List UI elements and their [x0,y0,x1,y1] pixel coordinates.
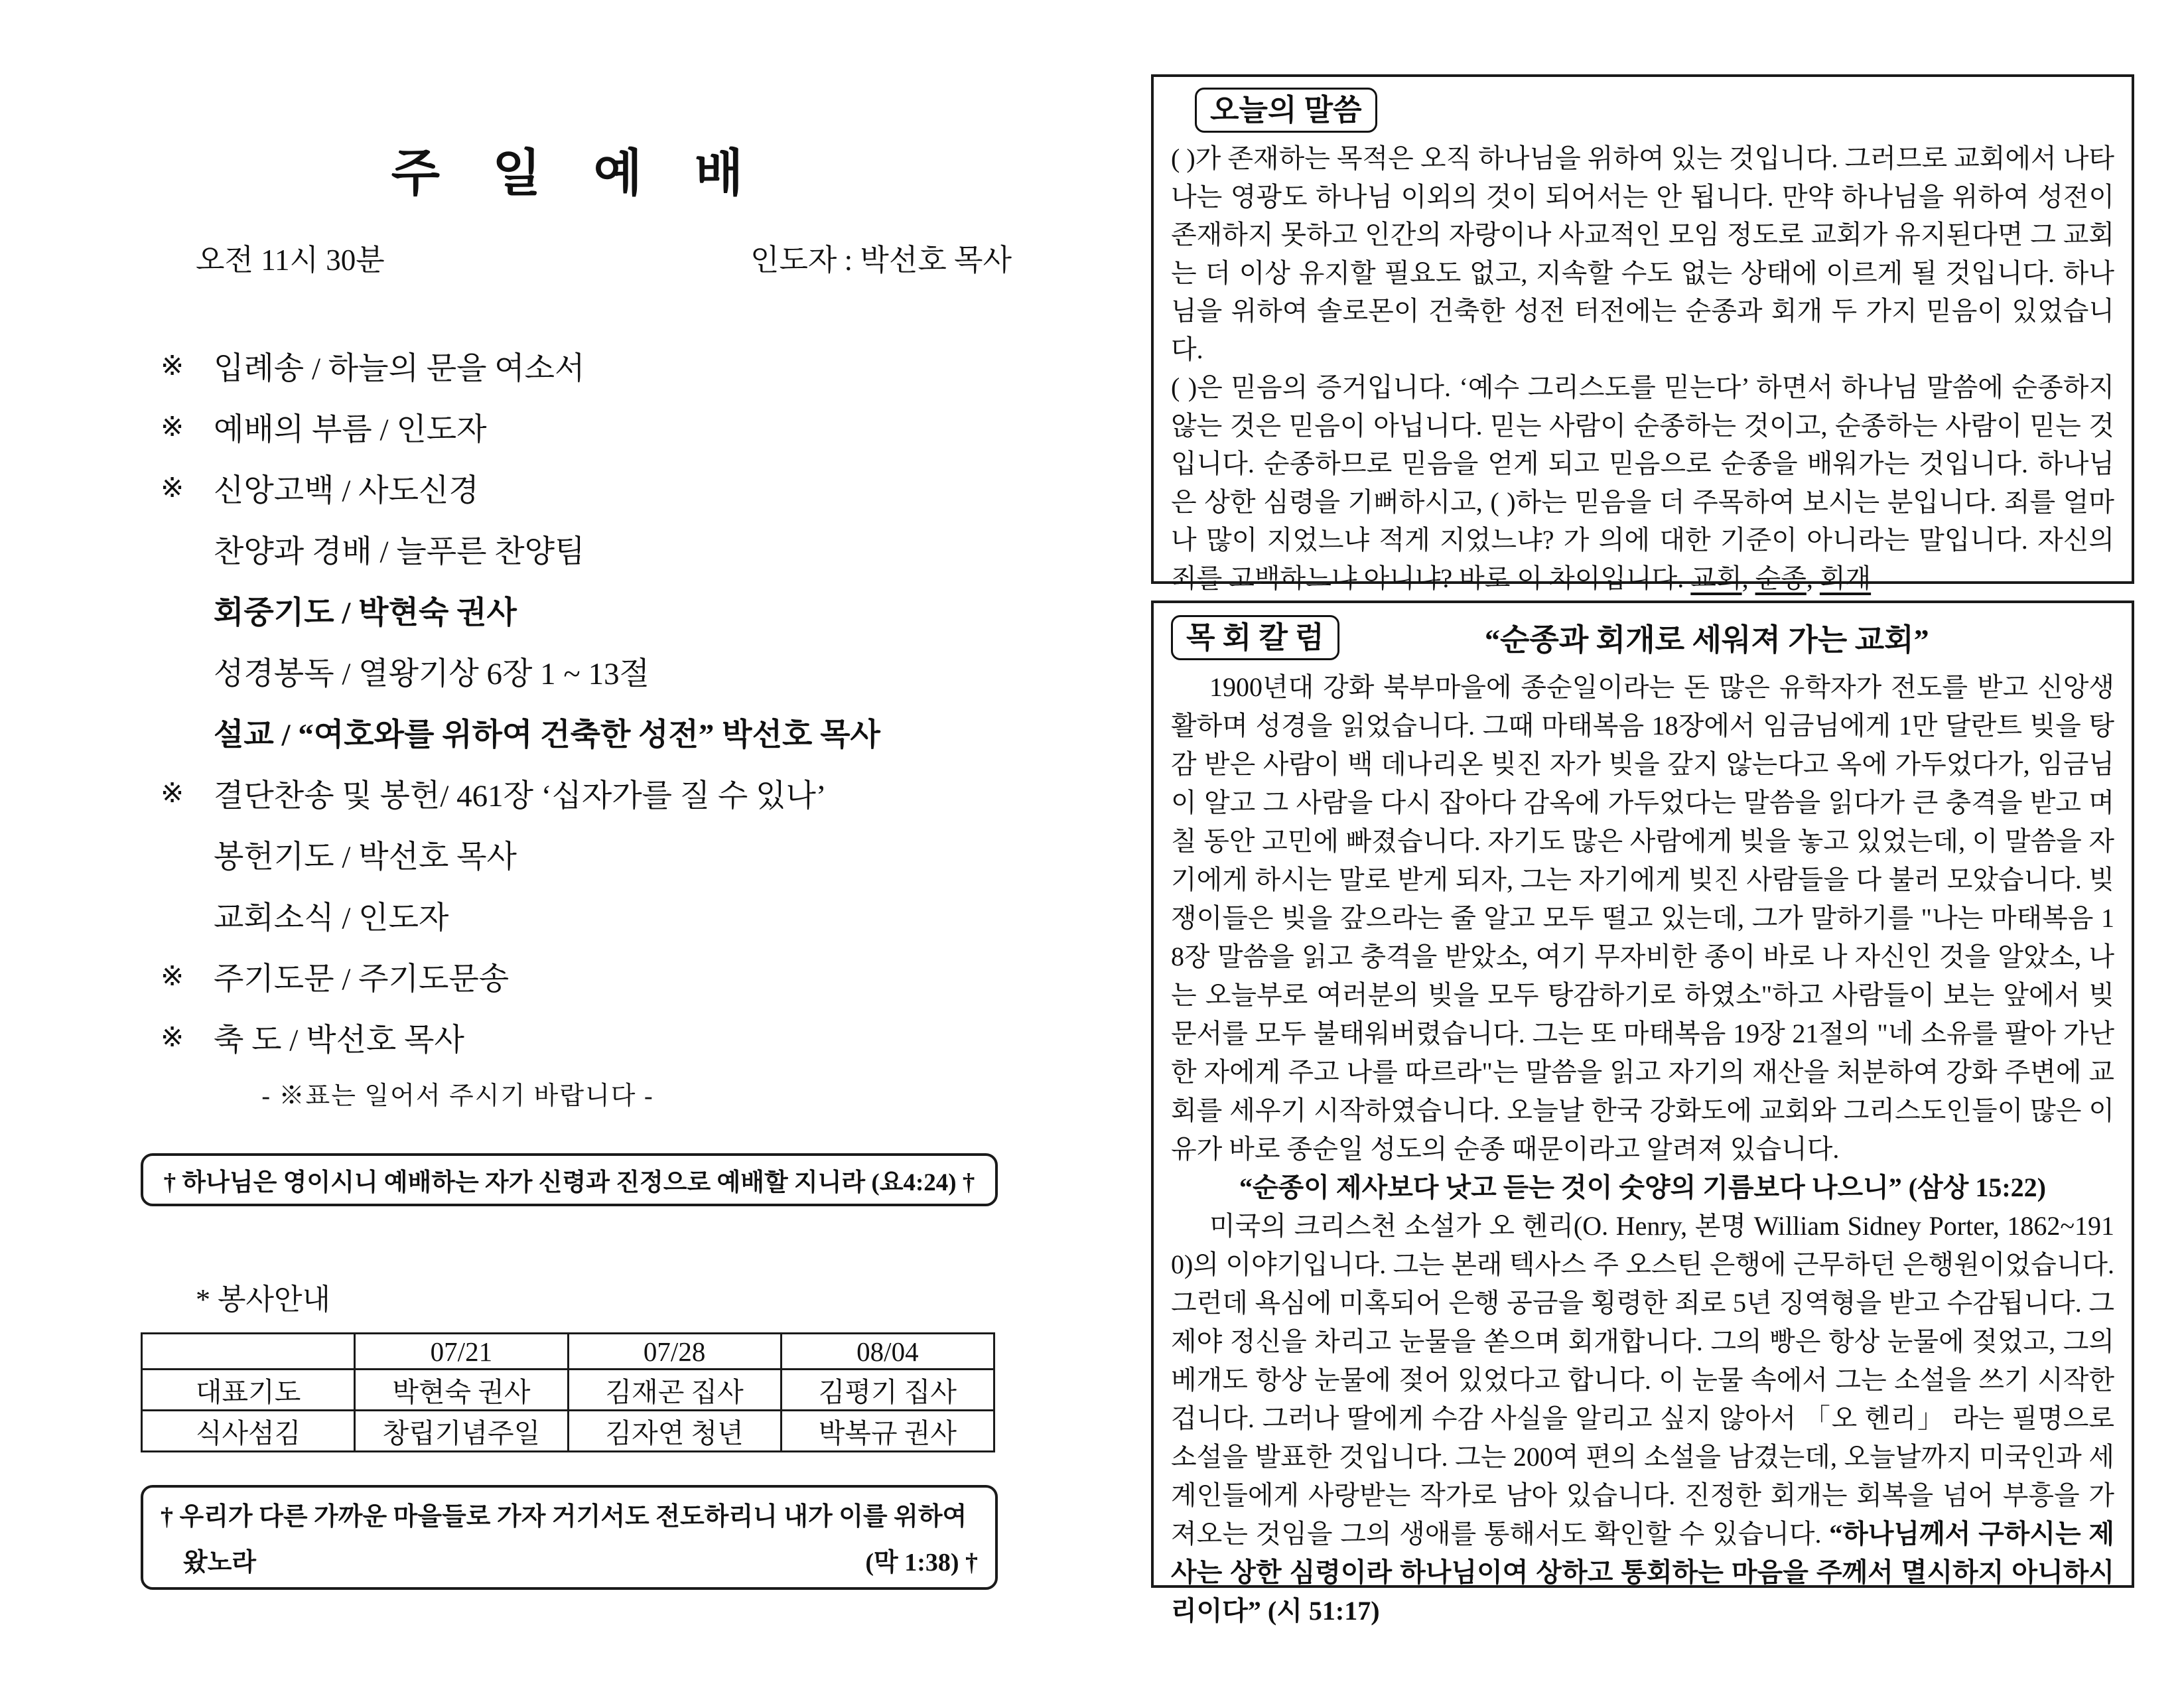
todays-word-paragraph [1171,368,2114,597]
order-item [161,701,1036,762]
todays-word-body [1171,139,2114,597]
table-cell: 식사섬김 [142,1411,355,1452]
pastoral-column-label: 목 회 칼 럼 [1171,615,1339,660]
stand-marker: ※ [161,351,184,382]
order-item [161,946,1036,1007]
verse-reference: (막 1:38) † [865,1549,978,1577]
order-item [161,1007,1036,1068]
table-header-cell [142,1334,355,1370]
pastoral-column-title: “순종과 회개로 세워져 가는 교회” [1484,623,1929,657]
paragraph-text: 미국의 크리스천 소설가 오 헨리(O. Henry, 본명 William Sidney Porter, 1862~1910)의 이야기입니다. 그는 본래 텍사스 주 오스틴 은행에 근무하던 은행원이었습니다. 그런데 욕심에 미혹되어 은행 공금을 횡령한 죄로 5년 징역형을 받고 수감됩니다. 그제야 정신을 차리고 눈물을 쏟으며 회개합니다. 그의 빵은 항상 눈물에 젖었고, 그의 베개도 항상 눈물에 젖어 있었다고 합니다. 이 눈물 속에서 그는 소설을 쓰기 시작한 겁니다. 그러나 딸에게 수감 사실을 알리고 싶지 않아서 「오 헨리」 라는 필명으로 소설을 발표한 것입니다. 그는 200여 편의 소설을 남겼는데, 오늘날까지 미국인과 세계인들에게 사랑받는 작가로 남아 있습니다. 진정한 회개는 회복을 넘어 부흥을 가져오는 것임을 그의 생애를 통해서도 확인할 수 있습니다. [1171,1211,2114,1549]
underlined-keyword: 교회 [1690,563,1742,593]
service-leader: 인도자 : 박선호 목사 [750,244,1012,277]
service-time: 오전 11시 30분 [196,244,385,277]
stand-marker: ※ [161,961,184,992]
worship-order-list [161,335,1036,1068]
separator: , [1741,563,1755,593]
todays-word-label: 오늘의 말씀 [1195,88,1377,133]
separator: , [1806,563,1820,593]
order-item [161,823,1036,884]
table-header-row [142,1334,994,1370]
order-item-label: 주기도문 / 주기도문송 [214,961,510,997]
verse-continuation: 왔노라 [183,1549,257,1577]
column-paragraph: 1900년대 강화 북부마을에 종순일이라는 돈 많은 유학자가 전도를 받고 신앙생활하며 성경을 읽었습니다. 그때 마태복음 18장에서 임금님에게 1만 달란트 빚을 탕감 받은 사람이 백 데나리온 빚진 자가 빚을 갚지 않는다고 옥에 가두었다가, 임금님이 알고 그 사람을 다시 잡아다 감옥에 가두었다는 말씀을 읽다가 큰 충격을 받고 며칠 동안 고민에 빠졌습니다. 자기도 많은 사람에게 빚을 놓고 있었는데, 이 말씀을 자기에게 하시는 말로 받게 되자, 그는 자기에게 빚진 사람들을 다 불러 모았습니다. 빚쟁이들은 빚을 갚으라는 줄 알고 모두 떨고 있는데, 그가 말하기를 "나는 마태복음 18장 말씀을 읽고 충격을 받았소, 여기 무자비한 종이 바로 나 자신인 것을 알았소, 나는 오늘부로 여러분의 빚을 모두 탕감하기로 하였소"하고 사람들이 보는 앞에서 빚 문서를 모두 불태워버렸습니다. 그는 또 마태복음 19장 21절의 "네 소유를 팔아 가난한 자에게 주고 나를 따르라"는 말씀을 읽고 자기의 재산을 처분하여 강화 주변에 교회를 세우기 시작하였습니다. 오늘날 한국 강화도에 교회와 그리스도인들이 많은 이유가 바로 종순일 성도의 순종 때문이라고 알려져 있습니다. [1171,672,2114,1164]
pastoral-column-body [1171,668,2114,1630]
order-item [161,762,1036,823]
order-item-label: 찬양과 경배 / 늘푸른 찬양팀 [214,534,585,569]
todays-word-box [1151,74,2134,593]
pastoral-column-header [1171,615,2114,660]
stand-marker: ※ [161,1022,184,1053]
table-row [142,1370,994,1411]
order-item [161,640,1036,701]
column-paragraph [1171,1207,2114,1630]
order-item-label: 결단찬송 및 봉헌/ 461장 ‘십자가를 질 수 있나’ [214,778,827,813]
order-item [161,335,1036,396]
order-item-label: 신앙고백 / 사도신경 [214,473,479,508]
verse-box-bottom [141,1485,998,1590]
table-cell: 대표기도 [142,1370,355,1411]
page-title: 주 일 예 배 [391,146,764,202]
order-item [161,579,1036,640]
service-guide-heading: * 봉사안내 [196,1283,331,1316]
underlined-keyword: 순종 [1755,563,1807,593]
service-time-row [196,236,1012,279]
service-schedule-table [141,1332,995,1452]
table-cell: 박복규 권사 [781,1411,994,1452]
order-item-label: 입례송 / 하늘의 문을 여소서 [214,351,585,386]
table-cell: 박현숙 권사 [355,1370,568,1411]
table-cell: 김평기 집사 [781,1370,994,1411]
paragraph-text: ( )은 믿음의 증거입니다. ‘예수 그리스도를 믿는다’ 하면서 하나님 말씀에 순종하지 않는 것은 믿음이 아닙니다. 믿는 사람이 순종하는 것이고, 순종하는 사람이 믿는 것입니다. 순종하므로 믿음을 얻게 되고 믿음으로 순종을 배워가는 것입니다. 하나님은 상한 심령을 기뻐하시고, ( )하는 믿음을 더 주목하여 보시는 분입니다. 죄를 얼마나 많이 지었느냐 적게 지었느냐? 가 의에 대한 기준이 아니라는 말입니다. 자신의 죄를 고백하느냐 아니냐? 바로 이 차이입니다. [1171,372,2114,593]
pastoral-column-box [1151,600,2134,1626]
table-header-cell: 08/04 [781,1334,994,1370]
table-header-cell: 07/21 [355,1334,568,1370]
order-item [161,518,1036,579]
table-header-cell: 07/28 [568,1334,781,1370]
order-item-label: 교회소식 / 인도자 [214,900,449,936]
closing-verse: “하나님께서 구하시는 제사는 상한 심령이라 하나님이여 상하고 통회하는 마음을 주께서 멸시하지 아니하시리이다” (시 51:17) [1171,1519,2114,1626]
table-cell: 김자연 청년 [568,1411,781,1452]
order-item-label: 설교 / “여호와를 위하여 건축한 성전” 박선호 목사 [214,717,880,752]
stand-marker: ※ [161,778,184,809]
order-item [161,396,1036,457]
order-item-label: 축 도 / 박선호 목사 [214,1022,464,1058]
order-item-label: 회중기도 / 박현숙 권사 [214,595,517,630]
underlined-keyword: 회개 [1819,563,1872,593]
verse-line [161,1541,978,1578]
order-item [161,457,1036,518]
stand-marker: ※ [161,412,184,443]
order-item-label: 예배의 부름 / 인도자 [214,412,487,447]
verse-box-top: † 하나님은 영이시니 예배하는 자가 신령과 진정으로 예배할 지니라 (요4:24) † [141,1153,998,1206]
order-item [161,884,1036,946]
column-quote: “순종이 제사보다 낫고 듣는 것이 숫양의 기름보다 나으니” (삼상 15:22) [1239,1172,2046,1202]
order-item-label: 성경봉독 / 열왕기상 6장 1 ~ 13절 [214,656,650,691]
todays-word-paragraph: ( )가 존재하는 목적은 오직 하나님을 위하여 있는 것입니다. 그러므로 교회에서 나타나는 영광도 하나님 이외의 것이 되어서는 안 됩니다. 만약 하나님을 위하여 성전이 존재하지 못하고 인간의 자랑이나 사교적인 모임 정도로 교회가 유지된다면 그 교회는 더 이상 유지할 필요도 없고, 지속할 수도 없는 상태에 이르게 될 것입니다. 하나님을 위하여 솔로몬이 건축한 성전 터전에는 순종과 회개 두 가지 믿음이 있었습니다. [1171,143,2114,364]
stand-marker: ※ [161,473,184,504]
order-item-label: 봉헌기도 / 박선호 목사 [214,839,517,875]
verse-line: † 우리가 다른 가까운 마을들로 가자 거기서도 전도하리니 내가 이를 위하여 [161,1503,967,1531]
table-cell: 김재곤 집사 [568,1370,781,1411]
table-cell: 창립기념주일 [355,1411,568,1452]
table-row [142,1411,994,1452]
stand-note: - ※표는 일어서 주시기 바랍니다 - [261,1082,654,1110]
